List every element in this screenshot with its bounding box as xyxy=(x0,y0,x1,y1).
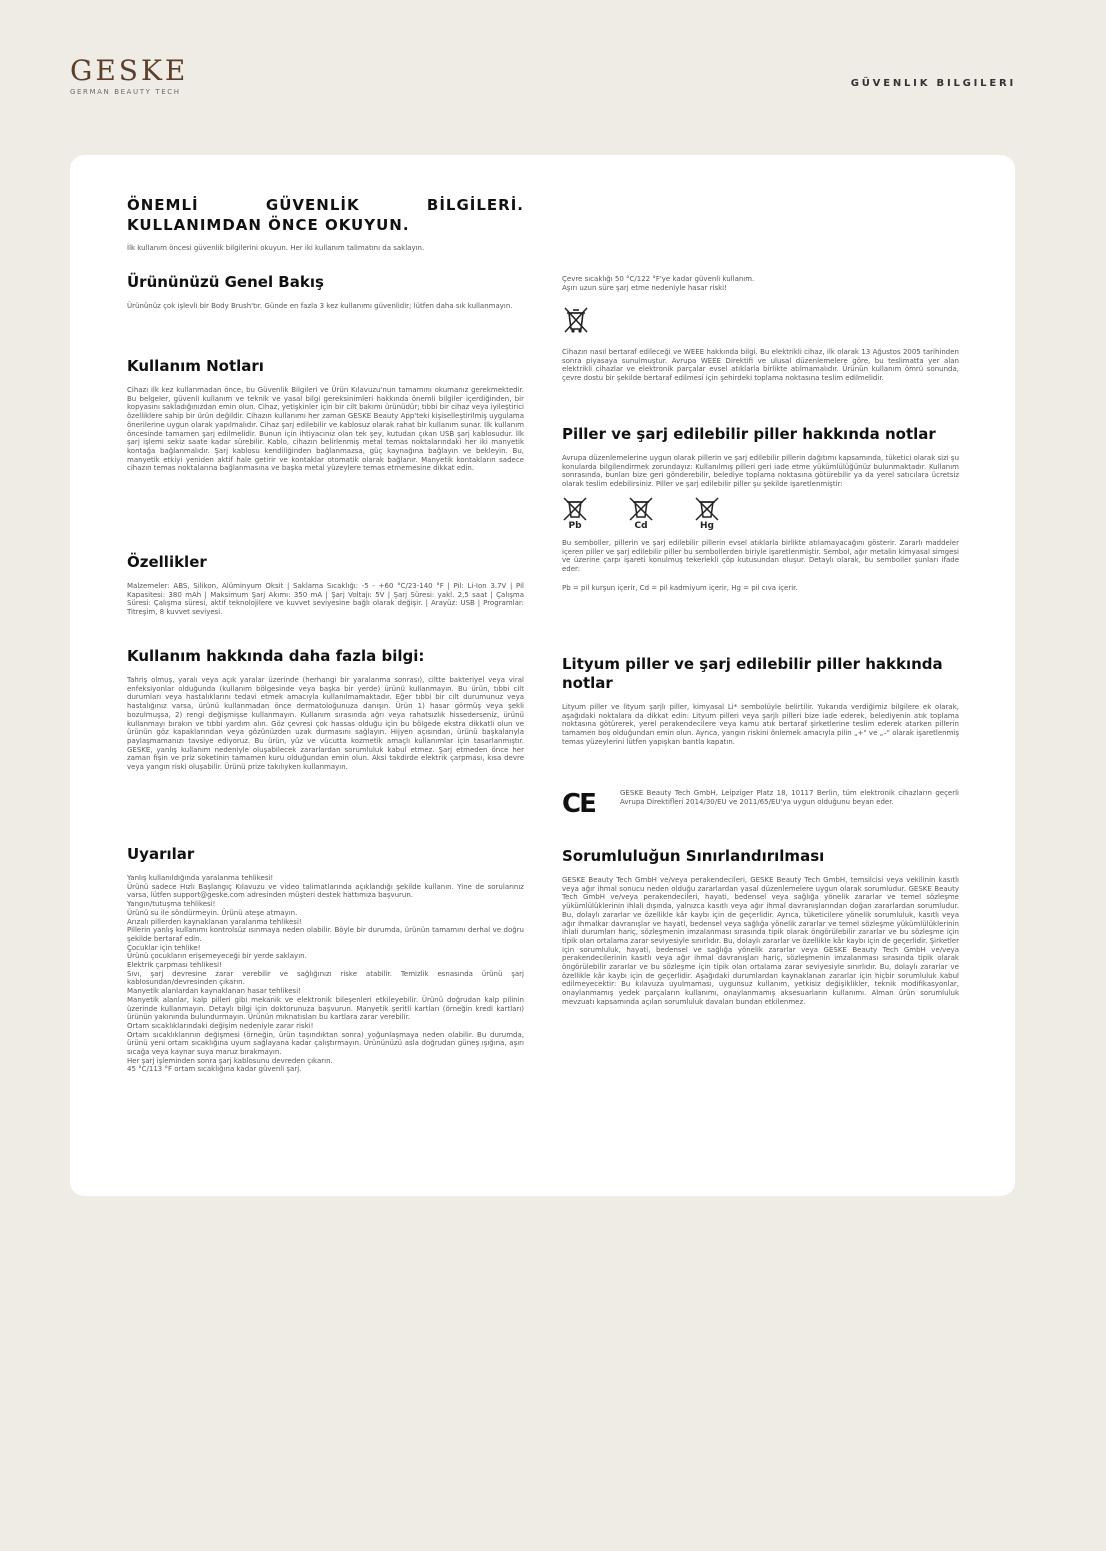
usage-notes-section xyxy=(127,357,524,473)
usage-notes-text: Cihazı ilk kez kullanmadan önce, bu Güvenlik Bilgileri ve Ürün Kılavuzu'nun tamamını okumanız gerekmektedir. Bu belgeler, güvenli kullanım ve teknik ve yasal bilgi gereksinimleri hakkında önemli bilgiler içerdiğinden, bir kopyasını sakladığınızdan emin olun. Cihaz, yetişkinler için bir cilt bakımı ürünüdür; tıbbi bir cihaz veya iyileştirici özelliklere sahip bir ürün değildir. Cihazın kullanımı her zaman GESKE Beauty App'teki kişiselleştirilmiş uygulama önerilerine uygun olarak yapılmalıdır. Cihaz şarj edilebilir ve kablosuz olarak rahat bir kullanım sunar. İlk kullanım öncesinde tamamen şarj edilmelidir. Bunun için ihtiyacınız olan tek şey, kutudan çıkan USB şarj kablosudur. İlk şarj işlemi sekiz saate kadar sürebilir. Kablo, cihazın belirlenmiş metal temas noktalarındaki her iki manyetik kontağa bağlanmalıdır. Şarj kablosu kendiliğinden bağlanmazsa, güç kaynağına bağlayın ve bekleyin. Bu, manyetik etkiyi yeniden aktif hale getirir ve kontaklar otomatik olarak bağlanır. Manyetik kontakların sadece cihazın temas noktalarına bağlanmasına ve başka metal yüzeylere temas etmemesine dikkat edin. xyxy=(127,386,524,473)
main-title: ÖNEMLİ GÜVENLİK BİLGİLERİ. KULLANIMDAN ÖNCE OKUYUN. xyxy=(127,196,524,234)
warnings-section xyxy=(127,845,524,1074)
more-info-text: Tahriş olmuş, yaralı veya açık yaralar üzerinde (herhangi bir yaralanma sonrası), ciltte bakteriyel veya viral enfeksiyonlar olduğunda (kullanım bölgesinde veya başka bir yerde) ürünü kullanmayın. Bu ürün, tıbbi cilt durumları veya hastalıklarını tedavi etmek amacıyla kullanılmamaktadır. Eğer tıbbi bir cilt durumunuz veya hastalığınız varsa, ürünü kullanmadan önce dermatoloğunuza danışın. Ürün 1) hasar görmüş veya şekli bozulmuşsa, 2) rengi değişmişse kullanmayın. Kullanım sırasında ağrı veya rahatsızlık hissederseniz, ürünü kullanmayı bırakın ve tıbbi yardım alın. Göz çevresi çok hassas olduğu için bu bölgede ekstra dikkatli olun ve ürünün göz kapaklarından veya gözünüzden uzak durmasını sağlayın. Hijyen açısından, ürünü başkalarıyla paylaşmamanızı tavsiye ediyoruz. Bu ürün, yüz ve vücutta kozmetik amaçlı kullanımlar için tasarlanmıştır. GESKE, yanlış kullanım nedeniyle oluşabilecek zararlardan sorumluluk kabul etmez. Şarj etmeden önce her zaman fişin ve priz soketinin tamamen kuru olduğundan emin olun. Aksi takdirde elektrik çarpması, kısa devre veya yangın riski oluşabilir. Ürünü prize takılıyken kullanmayın. xyxy=(127,676,524,772)
more-info-title: Kullanım hakkında daha fazla bilgi: xyxy=(127,647,425,665)
symbol-label-hg: Hg xyxy=(700,520,714,531)
features-title: Özellikler xyxy=(127,553,207,571)
temperature-note-text: Çevre sıcaklığı 50 °C/122 °F'ye kadar güvenli kullanım. Aşırı uzun süre şarj etme nedeniyle hasar riski! xyxy=(562,275,755,292)
brand-logo xyxy=(70,56,188,96)
crossed-bin-hg-icon xyxy=(694,497,720,531)
batteries-text: Avrupa düzenlemelerine uygun olarak pillerin ve şarj edilebilir pillerin dağıtımı kapsamında, tüketici olarak sizi şu konularda bilgilendirmek zorundayız: Kullanılmış pilleri geri iade etme yükümlülüğünüz bulunmaktadır. Kullanım sonrasında, bunları bize geri gönderebilir, belediye toplama noktasına götürebilir ya da yerel satıcılara ücretsiz olarak teslim edebilirsiniz. Piller ve şarj edilebilir piller şu şekilde işaretlenmiştir: xyxy=(562,454,959,489)
intro-text: İlk kullanım öncesi güvenlik bilgilerini okuyun. Her iki kullanım talimatını da saklayın. xyxy=(127,244,425,252)
batteries-title: Piller ve şarj edilebilir piller hakkında notlar xyxy=(562,425,936,443)
symbol-label-pb: Pb xyxy=(568,520,582,531)
liability-section xyxy=(562,847,959,1007)
batteries-section xyxy=(562,425,959,592)
battery-symbols xyxy=(562,497,959,531)
lithium-section xyxy=(562,655,959,747)
ce-section xyxy=(562,789,959,819)
overview-section xyxy=(127,273,524,311)
temperature-note xyxy=(562,275,959,292)
content-card xyxy=(70,155,1015,1196)
liability-title: Sorumluluğun Sınırlandırılması xyxy=(562,847,825,865)
weee-icon xyxy=(562,305,959,339)
overview-text: Ürününüz çok işlevli bir Body Brush'tır. Günde en fazla 3 kez kullanımı güvenlidir; lütfen daha sık kullanmayın. xyxy=(127,302,513,310)
features-section xyxy=(127,553,524,617)
lithium-title: Lityum piller ve şarj edilebilir piller hakkında notlar xyxy=(562,655,943,692)
batteries-text-2: Bu semboller, pillerin ve şarj edilebilir pillerin evsel atıklarla birlikte atılamayacağını gösterir. Zararlı maddeler içeren piller ve şarj edilebilir piller bu sembollerden biriyle işaretlenmiştir. Sembol, ağır metalin kimyasal simgesi ve üzerine çarpı işareti konulmuş tekerlekli çöp kutusundan oluşur. Detaylı olarak, bu semboller şunları ifade eder: xyxy=(562,538,959,573)
ce-row xyxy=(562,789,959,819)
lithium-text: Lityum piller ve lityum şarjlı piller, kimyasal Li* sembolüyle belirtilir. Yukarıda verdiğimiz bilgilere ek olarak, aşağıdaki noktalara da dikkat edin: Lityum pilleri veya şarjlı pilleri bize iade ederek, belediyenin atık toplama noktasına götürerek, yerel perakendecilere veya kamu atık bertaraf şirketlerine teslim ederek atarken pillerin tamamen boş olduğundan emin olun. Ayrıca, yangın riskini önlemek amacıyla pilin „+" ve „–" olarak işaretlenmiş temas yüzeylerini lütfen yapışkan bantla kapatın. xyxy=(562,703,959,746)
ce-text: GESKE Beauty Tech GmbH, Leipziger Platz 18, 10117 Berlin, tüm elektronik cihazların geçerli Avrupa Direktifleri 2014/30/EU ve 2011/65/EU'ya uygun olduğunu beyan eder. xyxy=(620,789,959,806)
ce-mark-icon: CE xyxy=(562,789,595,819)
warnings-text: Yanlış kullanıldığında yaralanma tehlikesi! Ürünü sadece Hızlı Başlangıç Kılavuzu ve video talimatlarında açıklandığı şekilde kullanın. Yine de sorularınız varsa, lütfen support@geske.com adresinden müşteri destek hattımıza başvurun. Yangın/tutuşma tehlikesi! Ürünü su ile söndürmeyin. Ürünü ateşe atmayın. Arızalı pillerden kaynaklanan yaralanma tehlikesi! Pillerin yanlış kullanımı kontrolsüz ısınmaya neden olabilir. Böyle bir durumda, ürünün tamamını derhal ve doğru şekilde bertaraf edin. Çocuklar için tehlike! Ürünü çocukların erişemeyeceği bir yerde saklayın. Elektrik çarpması tehlikesi! Sıvı, şarj devresine zarar verebilir ve sağlığınızı riske atabilir. Temizlik esnasında ürünü şarj kablosundan/devresinden çıkarın. Manyetik alanlardan kaynaklanan hasar tehlikesi! Manyetik alanlar, kalp pilleri gibi mekanik ve elektronik bileşenleri etkileyebilir. Ürünü doğrudan kalp pilinin üzerinde kullanmayın. Detaylı bilgi için doktorunuza başvurun. Manyetik şeritli kartları (örneğin kredi kartları) ürünün yakınında bulundurmayın. Ürünün mıknatısları bu kartlara zarar verebilir. Ortam sıcaklıklarındaki değişim nedeniyle zarar riski! Ortam sıcaklıklarının değişmesi (örneğin, ürün taşındıktan sonra) yoğunlaşmaya neden olabilir. Bu durumda, ürünü yeni ortam sıcaklığına uyum sağlayana kadar çalıştırmayın. Ürününüzü asla doğrudan güneş ışığına, aşırı sıcağa veya kaynar suya maruz bırakmayın. Her şarj işleminden sonra şarj kablosunu devreden çıkarın. 45 °C/113 °F ortam sıcaklığına kadar güvenli şarj. xyxy=(127,874,524,1074)
features-text: Malzemeler: ABS, Silikon, Alüminyum Oksit | Saklama Sıcaklığı: -5 - +60 °C/23-140 °F | Pil: Li-Ion 3.7V | Pil Kapasitesi: 380 mAh | Maksimum Şarj Akımı: 350 mA | Şarj Voltajı: 5V | Şarj Süresi: yakl. 2,5 saat | Çalışma Süresi: Çalışma süresi, aktif teknolojilere ve kuvvet seviyesine bağlı olarak değişir. | Arayüz: USB | Programlar: Titreşim, 8 kuvvet seviyesi. xyxy=(127,582,524,617)
weee-section xyxy=(562,348,959,383)
symbol-label-cd: Cd xyxy=(634,520,648,531)
page-header xyxy=(0,0,1106,140)
batteries-legend: Pb = pil kurşun içerir, Cd = pil kadmiyum içerir, Hg = pil cıva içerir. xyxy=(562,583,798,592)
weee-text: Cihazın nasıl bertaraf edileceği ve WEEE hakkında bilgi. Bu elektrikli cihaz, ilk olarak 13 Ağustos 2005 tarihinden sonra piyasaya sunulmuştur. Avrupa WEEE Direktifi ve ulusal düzenlemelere göre, bu teslimatta yer alan elektrikli cihazlar ve elektronik parçalar evsel atıklarla birlikte atılmamalıdır. Ürünün kullanım ömrü sonunda, çevre dostu bir şekilde bertaraf edilmesi için şehirdeki toplama noktasına teslim edilmelidir. xyxy=(562,348,959,383)
usage-notes-title: Kullanım Notları xyxy=(127,357,264,375)
crossed-bin-pb-icon xyxy=(562,497,588,531)
overview-title: Ürününüzü Genel Bakış xyxy=(127,273,324,291)
brand-name: GESKE xyxy=(70,54,189,87)
warnings-title: Uyarılar xyxy=(127,845,195,863)
crossed-bin-cd-icon xyxy=(628,497,654,531)
liability-text: GESKE Beauty Tech GmbH ve/veya perakendecileri, GESKE Beauty Tech GmbH, temsilcisi veya vekilinin kasıtlı veya ağır ihmal sonucu neden olduğu zararlardan yasal düzenlemelere uygun olarak sorumludur. GESKE Beauty Tech GmbH ve/veya perakendecileri, hayati, bedensel veya sağlığa yönelik zararlar ve temel sözleşme yükümlülüklerinin ihlali dışında, yalnızca kasıtlı veya ağır ihmal davranışlarından doğan zararlardan sorumludur. Bu, dolaylı zararlar ve özellikle kâr kaybı için de geçerlidir. Ayrıca, tüketicilere yönelik sorumluluk, kasıtlı veya ağır ihmalkar davranışlar ve hayati, bedensel veya sağlığa yönelik zararlar ve temel sözleşme yükümlülüklerinin ihlali durumları hariç, sözleşmenin imzalanması sırasında tipik olarak öngörülebilir zararlar ve bu sözleşme için tipik olan ortalama zarar seviyesiyle sınırlıdır. Bu, dolaylı zararlar ve özellikle kâr kaybı için de geçerlidir. Şirketler için sorumluluk, hayati, bedensel ve sağlığa yönelik zararlar veya GESKE Beauty Tech GmbH ve/veya perakendecilerinin kasıtlı veya ağır ihmal davranışları hariç, sözleşmenin imzalanması sırasında tipik olarak öngörülebilir zararlar ve bu sözleşme için tipik olan ortalama zarar seviyesiyle sınırlıdır. Bu, dolaylı zararlar ve özellikle kâr kaybı için de geçerlidir. Aşağıdaki durumlardan kaynaklanan zararlar için hiçbir sorumluluk kabul edilmeyecektir: Bu kılavuza uyulmaması, uygunsuz kullanım, yetkisiz değişiklikler, teknik modifikasyonlar, onaylanmamış yedek parçaların kullanımı, onaylanmamış aksesuarların kullanımı. Alman ürün sorumluluk mevzuatı kapsamında açılan sorumluluk davaları bundan etkilenmez. xyxy=(562,876,959,1006)
section-label: GÜVENLIK BILGILERI xyxy=(850,78,1016,89)
more-info-section xyxy=(127,647,524,772)
brand-tagline: GERMAN BEAUTY TECH xyxy=(70,88,181,96)
